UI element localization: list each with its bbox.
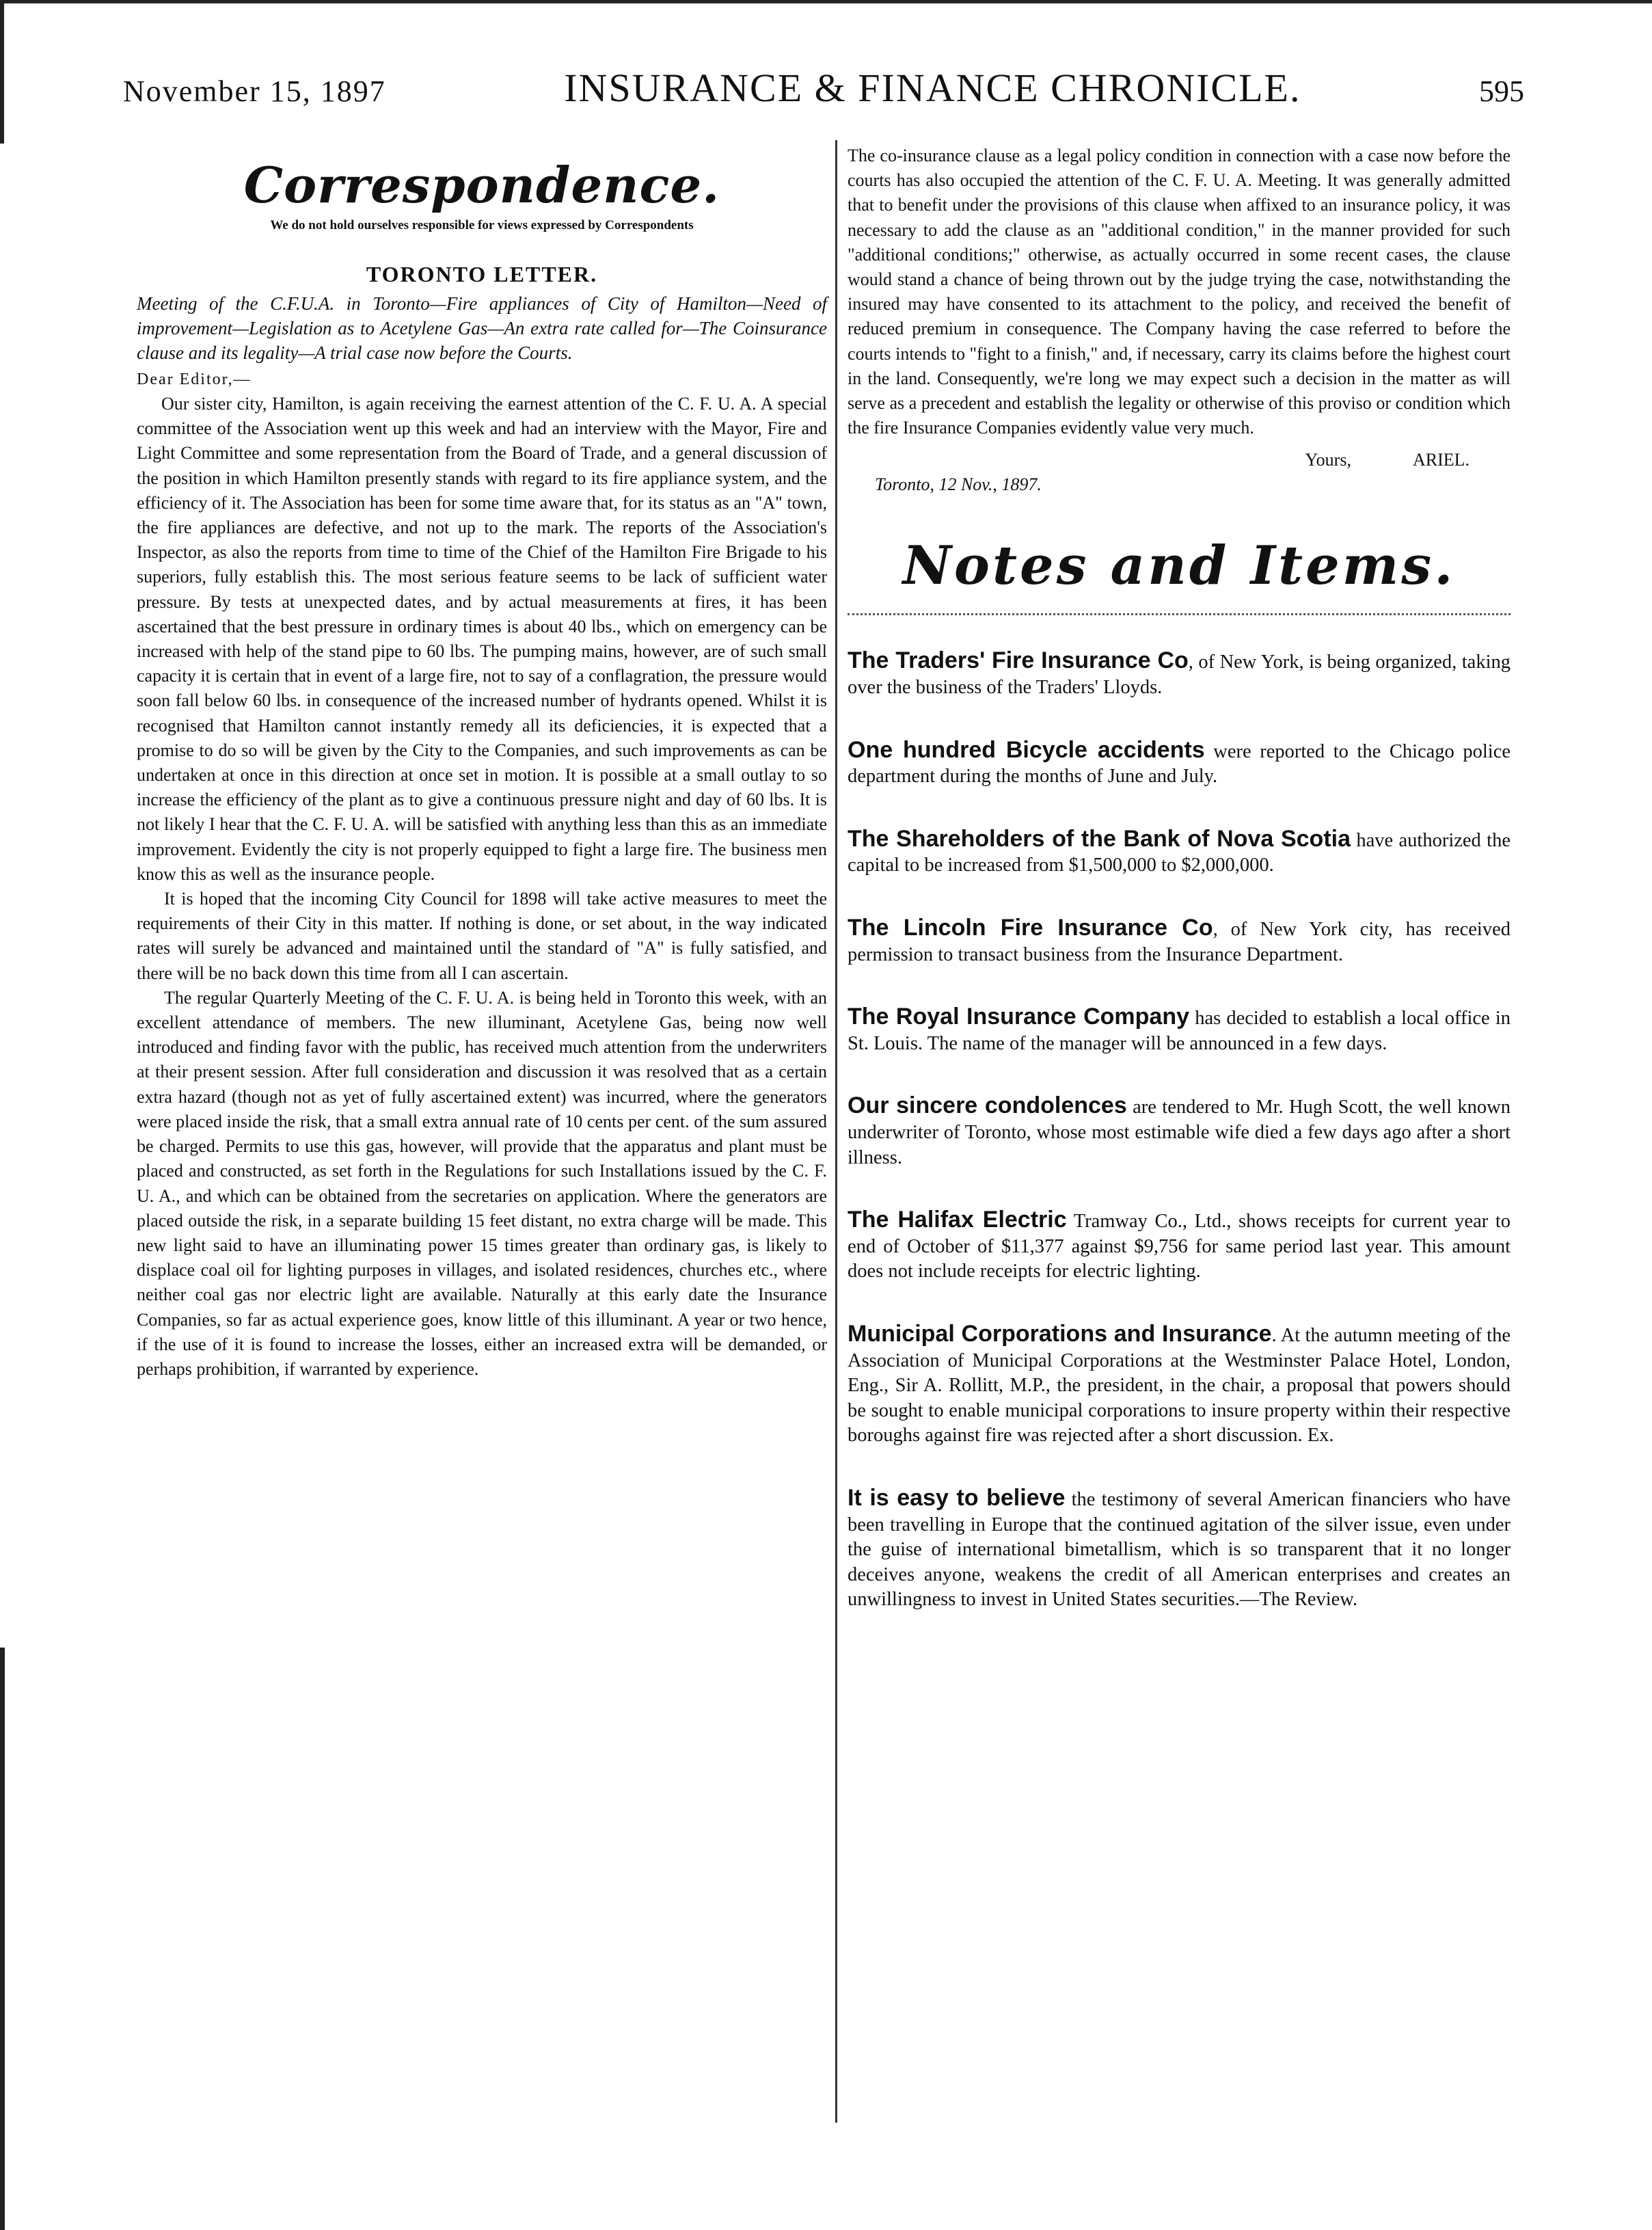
letter-continuation: The co-insurance clause as a legal policy condition in connection with a case now before the courts has also occupied the attention of the C. F. U. A. Meeting. It was generally admitted that to benefit under the provisions of this clause when affixed to an insurance policy, it was necessary to add the clause as an "additional condition," in the manner provided for such "additional conditions;" otherwise, as actually occurred in some recent cases, the clause would stand a chance of being thrown out by the judge trying the case, notwithstanding the insured may have consented to its attachment to the policy, and received the benefit of reduced premium in consequence. The Company having the case referred to before the courts intends to "fight to a finish," and, if necessary, carry its claims before the highest court in the land. Consequently, we're long we may expect such a decision in the matter as will serve as a precedent and establish the legality or otherwise of this proviso or condition which the fire Insurance Companies evidently value very much. [848,146,1511,438]
left-edge-mark [0,0,4,144]
publication-title: INSURANCE & FINANCE CHRONICLE. [564,66,1301,110]
top-rule [0,0,1652,3]
note-headline: The Royal Insurance Company [848,1004,1190,1030]
correspondence-heading: Correspondence. [243,156,720,214]
note-body: Tramway Co., Ltd., shows receipts for current year to end of October of $11,377 against $9,756 for same period last year. This amount does not include receipts for electric lighting. [848,1211,1511,1282]
letter-paragraph: It is hoped that the incoming City Council for 1898 will take active measures to meet the requirements of their City in this matter. If nothing is done, or set about, in the way indicated rates will surely be advanced and maintained until the standard of "A" is fully satisfied, and there will be no back down this time from all I can ascertain. [137,889,827,983]
page-number: 595 [1478,75,1524,108]
note-text [848,915,1511,967]
note-body: has decided to establish a local office in St. Louis. The name of the manager will be announced in a few days. [848,1008,1511,1054]
note-headline: Our sincere condolences [848,1092,1127,1119]
left-column [137,144,827,1382]
note-body: the testimony of several American financiers who have been travelling in Europe that the continued agitation of the silver issue, even under the guise of international bimetallism, which is so transparent that it no longer deceives anyone, weakens the credit of all American enterprises and creates an unwillingness to invest in United States securities.—The Review. [848,1488,1511,1611]
letter-title: TORONTO LETTER. [366,262,598,286]
note-item [848,915,1511,967]
letter-paragraph: Our sister city, Hamilton, is again receiving the earnest attention of the C. F. U. A. A special committee of the Association went up this week and had an interview with the Mayor, Fire and Light Committee and some representation from the Board of Trade, and a general discussion of the position in which Hamilton presently stands with regard to its fire appliance system, and the efficiency of it. The Association has been for some time aware that, for its status as an "A" town, the fire appliances are defective, and not up to the mark. The reports of the Association's Inspector, as also the reports from time to time of the Chief of the Hamilton Fire Brigade to his superiors, fully establish this. The most serious feature seems to be lack of sufficient water pressure. By tests at unexpected dates, and by actual measurements at fires, it has been ascertained that the best pressure in ordinary times is about 40 lbs., which on emergency can be increased with help of the stand pipe to 60 lbs. The pumping mains, however, are of such small capacity it is certain that in event of a large fire, not to say of a conflagration, the pressure would soon fall below 60 lbs. in consequence of the increased number of hydrants opened. Whilst it is recognised that Hamilton cannot instantly remedy all its deficiencies, it is expected that a promise to do so will be given by the City to the Companies, and such improvements as can be undertaken at once in this direction at once set in motion. It is possible at a small outlay to so increase the efficiency of the plant as to give a continuous pressure night and day of 60 lbs. It is not likely I hear that the C. F. U. A. will be satisfied with anything less than this as an immediate improvement. Evidently the city is not properly equipped to fight a large fire. The business men know this as well as the insurance people. [137,394,827,884]
note-text [848,1093,1511,1170]
note-item [848,1093,1511,1170]
letter-paragraph: The regular Quarterly Meeting of the C. F. U. A. is being held in Toronto this week, with an excellent attendance of members. The new illuminant, Acetylene Gas, being now well introduced and finding favor with the public, has received much attention from the underwriters at their present session. After full consideration and discussion it was resolved that as a certain extra hazard (though not as yet of fully ascertained extent) was incurred, where the generators were placed inside the risk, that a small extra annual rate of 10 cents per cent. of the sum assured be charged. Permits to use this gas, however, will provide that the apparatus and plant must be placed and constructed, as set forth in the Regulations for such Installations issued by the C. F. U. A., and which can be obtained from the secretaries on application. Where the generators are placed outside the risk, in a separate building 15 feet distant, no extra charge will be made. This new light said to have an illuminating power 15 times greater than ordinary gas, is likely to displace coal oil for lighting purposes in villages, and isolated residences, churches etc., where neither coal gas nor electric light are available. Naturally at this early date the Insurance Companies, so far as actual experience goes, know little of this illuminant. A year or two hence, if the use of it is found to increase the losses, either an increased extra will be demanded, or perhaps prohibition, if warranted by experience. [137,987,827,1379]
note-item [848,827,1511,878]
letter-synopsis: Meeting of the C.F.U.A. in Toronto—Fire appliances of City of Hamilton—Need of improvement—Legislation as to Acetylene Gas—An extra rate called for—The Coinsurance clause and its legality—A trial case now before the Courts. [137,293,827,363]
note-body: . At the autumn meeting of the Association of Municipal Corporations at the Westminster Palace Hotel, London, Eng., Sir A. Rollitt, M.P., the president, in the chair, a proposal that powers should be sought to enable municipal corporations to insure property within their respective boroughs against fire was rejected after a short discussion. Ex. [848,1324,1511,1447]
note-headline: The Halifax Electric [848,1207,1067,1233]
note-text [848,648,1511,700]
note-text [848,1207,1511,1285]
note-headline: Municipal Corporations and Insurance [848,1320,1272,1347]
note-item [848,1207,1511,1285]
note-headline: The Traders' Fire Insurance Co [848,647,1189,674]
note-item [848,1486,1511,1613]
notes-list [848,648,1511,1612]
dotted-rule [848,613,1511,622]
note-headline: The Shareholders of the Bank of Nova Scotia [848,825,1351,852]
note-text [848,1321,1511,1449]
editorial-disclaimer: We do not hold ourselves responsible for views expressed by Correspondents [270,218,694,232]
note-body: have authorized the capital to be increased from $1,500,000 to $2,000,000. [848,829,1511,876]
note-body: , of New York city, has received permission to transact business from the Insurance Department. [848,919,1511,965]
note-body: , of New York, is being organized, taking over the business of the Traders' Lloyds. [848,651,1511,699]
notes-heading: Notes and Items. [902,535,1456,597]
issue-date: November 15, 1897 [123,75,386,108]
note-headline: The Lincoln Fire Insurance Co [848,915,1213,941]
letter-signoff [848,450,1470,470]
note-body: are tendered to Mr. Hugh Scott, the well known underwriter of Toronto, whose most estimable wife died a few days ago after a short illness. [848,1097,1511,1168]
closing: Yours, [1305,450,1351,470]
note-text [848,1486,1511,1613]
note-text [848,738,1511,790]
signature: ARIEL. [1412,450,1470,470]
column-divider [835,140,837,2123]
left-edge-mark-lower [0,1648,5,2230]
note-item [848,648,1511,700]
note-body: were reported to the Chicago police department during the months of June and July. [848,740,1511,788]
letter-dateline: Toronto, 12 Nov., 1897. [875,474,1042,495]
note-headline: It is easy to believe [848,1484,1066,1511]
note-item [848,738,1511,790]
salutation: Dear Editor,— [137,371,252,388]
note-item [848,1321,1511,1449]
note-text [848,827,1511,878]
right-column [848,144,1511,1650]
note-item [848,1004,1511,1056]
note-headline: One hundred Bicycle accidents [848,736,1205,763]
running-header [123,65,1524,120]
note-text [848,1004,1511,1056]
